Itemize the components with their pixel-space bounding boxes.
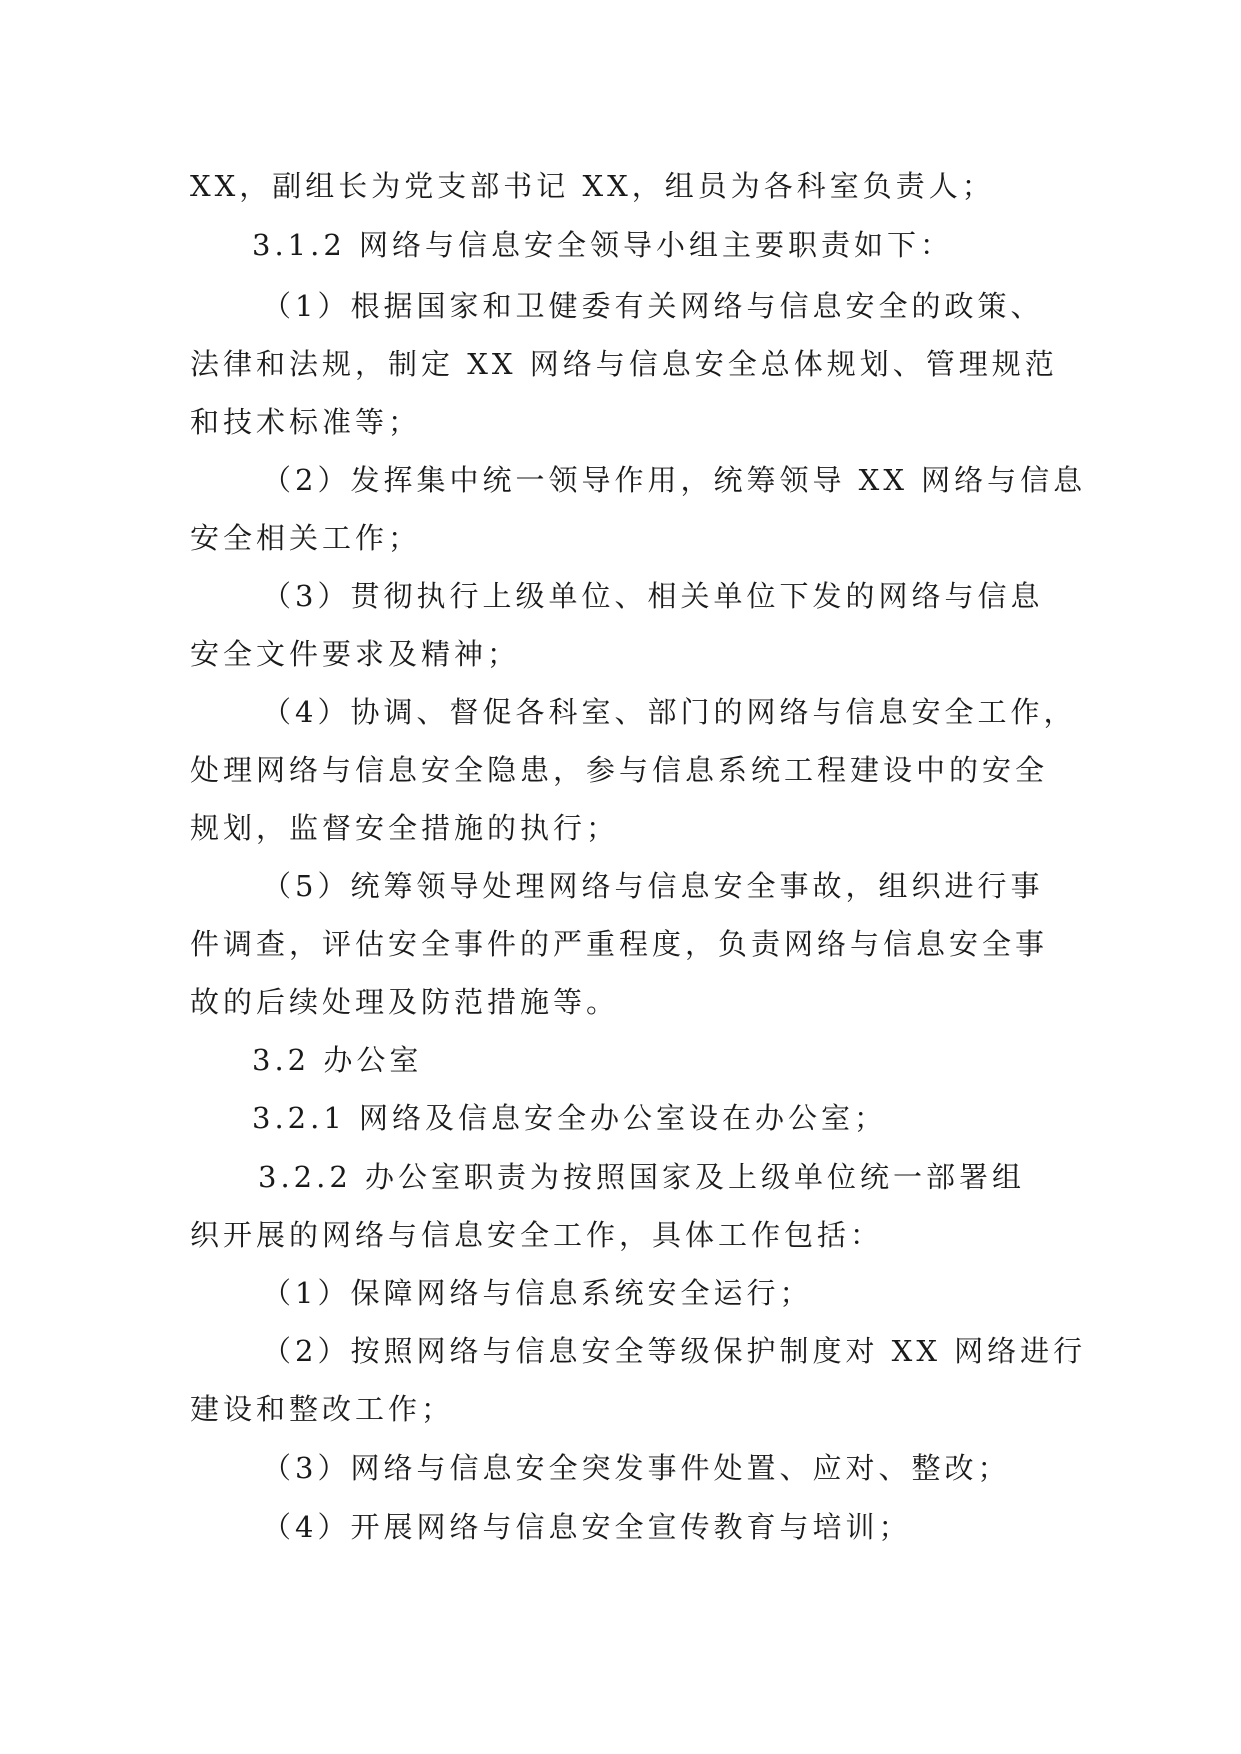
section-heading-3-2-1: 3.2.1 网络及信息安全办公室设在办公室； (252, 1101, 888, 1135)
text-line: 处理网络与信息安全隐患，参与信息系统工程建设中的安全 (190, 753, 1049, 787)
text-line: 故的后续处理及防范措施等。 (190, 985, 620, 1019)
list-item: （1）根据国家和卫健委有关网络与信息安全的政策、 (262, 289, 1044, 323)
list-item: （4）协调、督促各科室、部门的网络与信息安全工作， (262, 695, 1077, 729)
list-item: （3）贯彻执行上级单位、相关单位下发的网络与信息 (262, 579, 1044, 613)
section-heading-3-2: 3.2 办公室 (252, 1043, 423, 1077)
text-line: XX，副组长为党支部书记 XX，组员为各科室负责人； (190, 169, 995, 203)
text-line: 安全相关工作； (190, 521, 422, 555)
text-line: 规划，监督安全措施的执行； (190, 811, 620, 845)
list-item: （1）保障网络与信息系统安全运行； (262, 1276, 813, 1310)
list-item: （5）统筹领导处理网络与信息安全事故，组织进行事 (262, 869, 1044, 903)
list-item: （3）网络与信息安全突发事件处置、应对、整改； (262, 1451, 1011, 1485)
list-item: （2）按照网络与信息安全等级保护制度对 XX 网络进行 (262, 1334, 1087, 1368)
list-item: （4）开展网络与信息安全宣传教育与培训； (262, 1510, 912, 1544)
text-line: 和技术标准等； (190, 405, 422, 439)
text-line: 法律和法规，制定 XX 网络与信息安全总体规划、管理规范 (190, 347, 1058, 381)
section-heading-3-1-2: 3.1.2 网络与信息安全领导小组主要职责如下： (252, 228, 954, 262)
text-line: 建设和整改工作； (190, 1392, 455, 1426)
text-line: 件调查，评估安全事件的严重程度，负责网络与信息安全事 (190, 927, 1049, 961)
section-heading-3-2-2: 3.2.2 办公室职责为按照国家及上级单位统一部署组 (258, 1160, 1026, 1194)
list-item: （2）发挥集中统一领导作用，统筹领导 XX 网络与信息 (262, 463, 1087, 497)
text-line: 安全文件要求及精神； (190, 637, 521, 671)
text-line: 织开展的网络与信息安全工作，具体工作包括： (190, 1218, 884, 1252)
